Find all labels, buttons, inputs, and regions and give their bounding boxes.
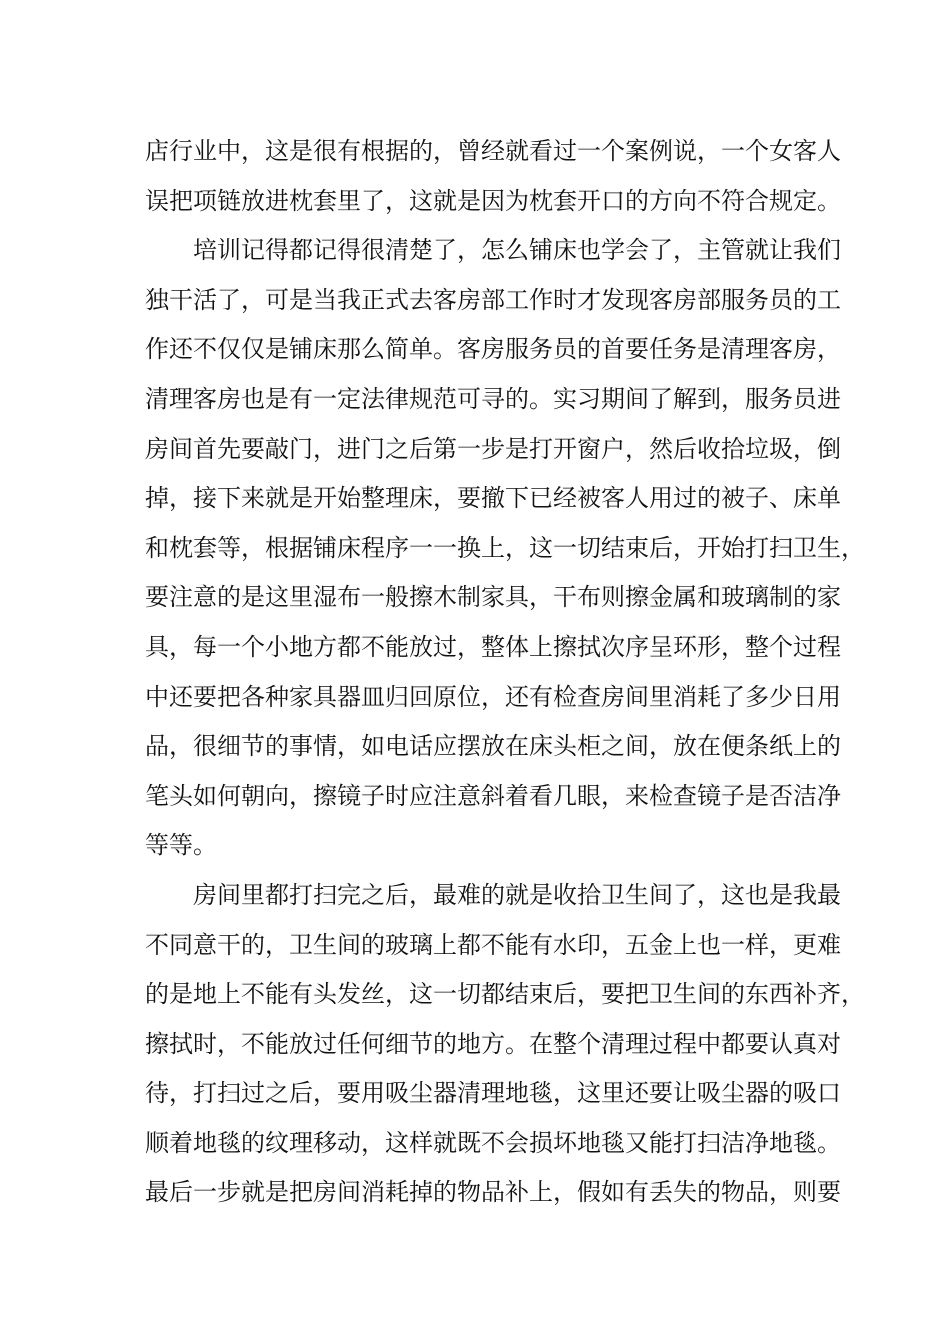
text-line: 不同意干的，卫生间的玻璃上都不能有水印，五金上也一样，更难 bbox=[145, 930, 841, 959]
text-line: 清理客房也是有一定法律规范可寻的。实习期间了解到，服务员进 bbox=[145, 384, 841, 413]
text-line: 误把项链放进枕套里了，这就是因为枕套开口的方向不符合规定。 bbox=[145, 186, 841, 215]
text-line: 顺着地毯的纹理移动，这样就既不会损坏地毯又能打扫洁净地毯。 bbox=[145, 1128, 841, 1157]
text-line: 店行业中，这是很有根据的，曾经就看过一个案例说，一个女客人 bbox=[145, 137, 841, 165]
text-line: 具，每一个小地方都不能放过，整体上擦拭次序呈环形，整个过程 bbox=[145, 632, 841, 661]
text-line: 待，打扫过之后，要用吸尘器清理地毯，这里还要让吸尘器的吸口 bbox=[145, 1079, 841, 1108]
text-line: 等等。 bbox=[145, 831, 217, 860]
text-line: 掉，接下来就是开始整理床，要撤下已经被客人用过的被子、床单 bbox=[145, 484, 841, 513]
text-line: 独干活了，可是当我正式去客房部工作时才发现客房部服务员的工 bbox=[145, 285, 841, 314]
text-line: 作还不仅仅是铺床那么简单。客房服务员的首要任务是清理客房， bbox=[145, 335, 841, 364]
text-line: 擦拭时，不能放过任何细节的地方。在整个清理过程中都要认真对 bbox=[145, 1029, 841, 1058]
body-text bbox=[145, 127, 865, 1218]
text-line: 房间首先要敲门，进门之后第一步是打开窗户，然后收拾垃圾，倒 bbox=[145, 434, 841, 463]
text-line: 要注意的是这里湿布一般擦木制家具，干布则擦金属和玻璃制的家 bbox=[145, 583, 841, 612]
text-line: 的是地上不能有头发丝，这一切都结束后，要把卫生间的东西补齐， bbox=[145, 980, 865, 1009]
text-line: 中还要把各种家具器皿归回原位，还有检查房间里消耗了多少日用 bbox=[145, 682, 841, 711]
paragraph-first-line: 房间里都打扫完之后，最难的就是收拾卫生间了，这也是我最 bbox=[193, 880, 841, 909]
paragraph-first-line: 培训记得都记得很清楚了，怎么铺床也学会了，主管就让我们 bbox=[193, 236, 841, 265]
text-line: 笔头如何朝向，擦镜子时应注意斜着看几眼，来检查镜子是否洁净 bbox=[145, 781, 841, 810]
text-line: 品，很细节的事情，如电话应摆放在床头柜之间，放在便条纸上的 bbox=[145, 732, 841, 761]
text-line: 最后一步就是把房间消耗掉的物品补上，假如有丢失的物品，则要 bbox=[145, 1178, 841, 1207]
text-line: 和枕套等，根据铺床程序一一换上，这一切结束后，开始打扫卫生， bbox=[145, 533, 865, 562]
